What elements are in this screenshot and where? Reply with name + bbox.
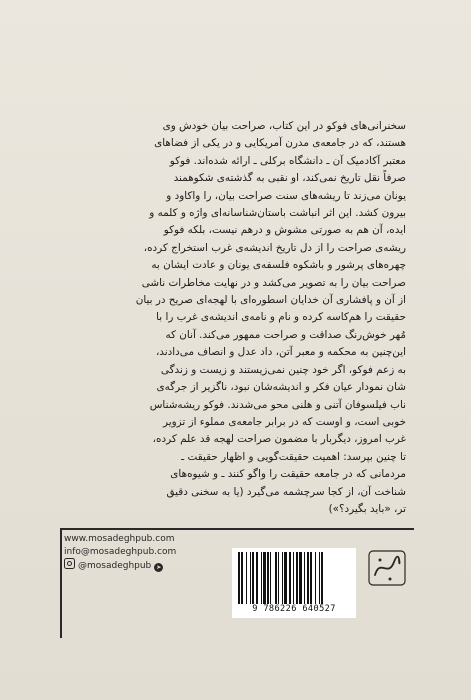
barcode-bar bbox=[299, 552, 302, 604]
blurb-line: غرب امروز، دیگربار با مضمون صراحت لهجه قد علم کرده، bbox=[152, 433, 406, 446]
blurb-text bbox=[70, 118, 406, 518]
blurb-line: هستند، که در جامعه‌ی مدرن آمریکایی و در یکی از فضاهای bbox=[154, 137, 406, 150]
blurb-line: ناب فیلسوفان آتنی و هلنی محو می‌شدند. فوکو ریشه‌شناس bbox=[149, 398, 406, 411]
publisher-logo-icon bbox=[366, 548, 408, 588]
barcode-bar bbox=[250, 552, 251, 604]
footer-rule-side bbox=[60, 528, 62, 638]
barcode-bar bbox=[246, 552, 247, 604]
barcode-bar bbox=[252, 552, 254, 604]
blurb-line: به زعم فوکو، اگر خود چنین نمی‌زیستند و زیست و زندگی bbox=[160, 363, 406, 376]
instagram-icon bbox=[64, 558, 75, 569]
footer-rule-top bbox=[60, 528, 414, 530]
barcode-bar bbox=[304, 552, 305, 604]
publisher-social[interactable] bbox=[64, 558, 176, 573]
barcode-bar bbox=[275, 552, 277, 604]
blurb-line: مُهر خوش‌رنگ صداقت و صراحت ممهور می‌کند. آنان که bbox=[165, 328, 406, 341]
blurb-line: صراحت بیان را به تصویر می‌کشد و در نهایت مخاطرات ناشی bbox=[141, 276, 406, 289]
blurb-line: خوبی است، و اوست که در برابر جامعه‌ی مملوء از تزویر bbox=[163, 415, 406, 428]
blurb-line: تا چنین بپرسد: اهمیت حقیقت‌گویی و اظهار حقیقت ـ bbox=[181, 450, 406, 463]
blurb-line: چهره‌های پرشور و باشکوه فلسفه‌ی یونان و عادت ایشان به bbox=[151, 259, 406, 272]
barcode-bar bbox=[261, 552, 262, 604]
blurb-line: ایده، آن هم به صورتی مشوش و درهم نیست، بلکه فوکو bbox=[163, 224, 406, 237]
barcode-bars bbox=[238, 552, 350, 604]
barcode-bar bbox=[238, 552, 240, 604]
blurb-line: یونان می‌زند تا ریشه‌های سنت صراحت بیان، را واکاود و bbox=[166, 189, 406, 202]
barcode-bar bbox=[293, 552, 294, 604]
barcode-bar bbox=[270, 552, 271, 604]
barcode-bar bbox=[319, 552, 320, 604]
blurb-line: از آن و پافشاری آن خدایان اسطوره‌ای با لهجه‌ای صریح در بیان bbox=[135, 294, 406, 307]
barcode-bar bbox=[315, 552, 316, 604]
publisher-website[interactable]: www.mosadeghpub.com bbox=[64, 534, 175, 544]
barcode-bar bbox=[278, 552, 279, 604]
isbn-barcode bbox=[232, 548, 356, 618]
publisher-contacts bbox=[64, 533, 176, 573]
barcode-bar bbox=[307, 552, 309, 604]
barcode-bar bbox=[284, 552, 287, 604]
telegram-icon: ➤ bbox=[156, 564, 162, 571]
barcode-bar bbox=[289, 552, 291, 604]
barcode-bar bbox=[321, 552, 323, 604]
publisher-social-handle: @mosadeghpub bbox=[78, 561, 152, 571]
barcode-bar bbox=[310, 552, 311, 604]
blurb-line: این‌چنین به محکمه و معبر آتن، داد عدل و انصاف می‌دادند، bbox=[155, 346, 406, 359]
blurb-line: حقیقت را هم‌کاسه کرده و نام و نامه‌ی اندیشه‌ی غرب را با bbox=[156, 311, 406, 324]
barcode-bar bbox=[267, 552, 269, 604]
isbn-number: 9 786226 640527 bbox=[252, 604, 336, 614]
blurb-line: سخنرانی‌های فوکو در این کتاب، صراحت بیان خودش وی bbox=[162, 120, 406, 132]
barcode-bar bbox=[282, 552, 283, 604]
barcode-bar bbox=[263, 552, 265, 604]
blurb-line: ریشه‌ی صراحت را از دل تاریخ اندیشه‌ی غرب استخراج کرده، bbox=[143, 241, 406, 254]
blurb-line: تر، «باید بگیرد؟») bbox=[328, 502, 406, 515]
blurb-line: معتبر آکادمیک آن ـ دانشگاه برکلی ـ ارائه شده‌اند. فوکو bbox=[169, 154, 406, 167]
blurb-line: بیرون کشد. این اثر انباشت باستان‌شناسانه‌ای واژه و کلمه و bbox=[149, 207, 406, 220]
publisher-email[interactable]: info@mosadeghpub.com bbox=[64, 546, 177, 557]
barcode-bar bbox=[256, 552, 257, 604]
blurb-line: شان نمودار عیان فکر و اندیشه‌شان نبود، ناگزیر از جرگه‌ی bbox=[156, 381, 406, 394]
blurb-line: شناخت آن، از کجا سرچشمه می‌گیرد (یا به سخنی دقیق bbox=[166, 485, 406, 498]
blurb-line: صرفاً نقل تاریخ نمی‌کند، او نقبی به گذشته‌ی شکوهمند bbox=[173, 172, 406, 185]
blurb-line: مردمانی که در جامعه حقیقت را واگو کنند ـ و شیوه‌های bbox=[170, 468, 406, 481]
barcode-bar bbox=[241, 552, 242, 604]
barcode-bar bbox=[296, 552, 298, 604]
